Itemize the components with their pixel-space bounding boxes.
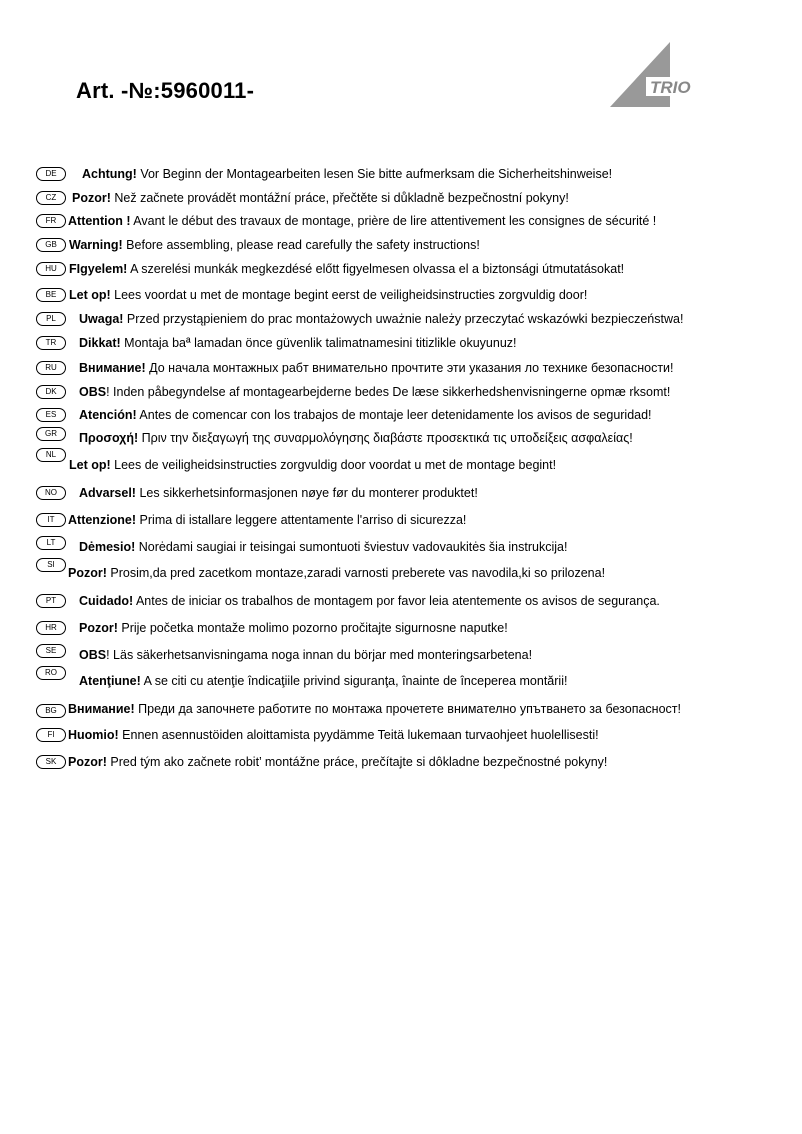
warning-body: Montaja baª lamadan önce güvenlik talimatnamesini titizlikle okuyunuz!	[120, 336, 517, 350]
language-badge: GR	[36, 427, 66, 441]
warning-lead: Προσοχή!	[79, 431, 139, 445]
svg-text:TRIO: TRIO	[650, 78, 691, 97]
warning-lead: Внимание!	[79, 361, 146, 375]
warning-lead: Warning!	[69, 238, 123, 252]
warning-body: Lees voordat u met de montage begint eerst de veiligheidsinstructies zorgvuldig door!	[110, 288, 588, 302]
warning-lead: Attention !	[68, 214, 131, 228]
warning-lead: FIgyelem!	[69, 262, 128, 276]
warning-text	[79, 672, 567, 690]
language-badge: BG	[36, 704, 66, 718]
language-badge: GB	[36, 238, 66, 252]
language-badge: SI	[36, 558, 66, 572]
trio-logo	[606, 40, 702, 110]
warning-text	[79, 619, 508, 637]
language-badge: ES	[36, 408, 66, 422]
warning-body: Prima di istallare leggere attentamente l'arriso di sicurezza!	[136, 513, 467, 527]
warning-body: До начала монтажных рабт внимательно прочтите эти указания ло технике безопасности!	[145, 361, 674, 375]
warning-lead: Let op!	[69, 288, 111, 302]
language-badge: FI	[36, 728, 66, 742]
warning-text	[82, 165, 612, 183]
warning-body: Les sikkerhetsinformasjonen nøye før du monterer produktet!	[135, 486, 478, 500]
warning-body: A se citi cu atenţie îndicaţiile privind siguranţa, înainte de începerea montării!	[140, 674, 568, 688]
language-badge: IT	[36, 513, 66, 527]
warning-body: Πριν την διεξαγωγή της συναρμολόγησης διαβάστε προσεκτικά τις υποδείξεις ασφαλείας!	[138, 431, 633, 445]
warning-body: Norėdami saugiai ir teisingai sumontuoti šviestuv vadovaukitės šia instrukcija!	[135, 540, 568, 554]
warning-body: Než začnete provádět montážní práce, přečtěte si důkladně bezpečnostní pokyny!	[110, 191, 569, 205]
warning-text	[79, 646, 532, 664]
warning-text	[79, 359, 674, 377]
language-badge: PT	[36, 594, 66, 608]
warning-text	[68, 511, 466, 529]
warning-lead: Pozor!	[72, 191, 111, 205]
warning-text	[69, 260, 624, 278]
warning-body: Vor Beginn der Montagearbeiten lesen Sie bitte aufmerksam die Sicherheitshinweise!	[136, 167, 613, 181]
warning-body: Ennen asennustöiden aloittamista pyydämme Teitä lukemaan turvaohjeet huolellisesti!	[118, 728, 599, 742]
warning-text	[79, 406, 652, 424]
article-number-title: Art. -№:5960011-	[76, 78, 255, 103]
warning-body: Lees de veiligheidsinstructies zorgvuldig door voordat u met de montage begint!	[110, 458, 557, 472]
warning-text	[79, 310, 683, 328]
language-badge: RU	[36, 361, 66, 375]
warning-body: ! Läs säkerhetsanvisningama noga innan du börjar med monteringsarbetena!	[106, 648, 533, 662]
warning-text	[68, 564, 605, 582]
language-badge: PL	[36, 312, 66, 326]
warning-text	[68, 700, 681, 718]
language-badge: DK	[36, 385, 66, 399]
language-badge: TR	[36, 336, 66, 350]
language-badge: LT	[36, 536, 66, 550]
warning-lead: Attenzione!	[68, 513, 137, 527]
warning-text	[79, 592, 660, 610]
warning-body: Prosim,da pred zacetkom montaze,zaradi varnosti preberete vas navodila,ki so prilozena!	[106, 566, 606, 580]
warning-lead: Dėmesio!	[79, 540, 136, 554]
warning-lead: OBS	[79, 385, 107, 399]
warning-lead: Huomio!	[68, 728, 119, 742]
warning-lead: Achtung!	[82, 167, 137, 181]
warning-text	[68, 212, 656, 230]
language-badge: HR	[36, 621, 66, 635]
language-badge: HU	[36, 262, 66, 276]
language-badge: BE	[36, 288, 66, 302]
warning-body: Przed przystąpieniem do prac montażowych uważnie należy przeczytać wskazówki bezpieczeństwa!	[123, 312, 684, 326]
warning-body: Prije početka montaže molimo pozorno pročitajte sigurnosne naputke!	[117, 621, 508, 635]
warning-text	[79, 429, 633, 447]
warning-body: Before assembling, please read carefully the safety instructions!	[122, 238, 480, 252]
warning-lead: Advarsel!	[79, 486, 136, 500]
warning-text	[79, 334, 517, 352]
language-badge: RO	[36, 666, 66, 680]
warning-lead: Pozor!	[68, 566, 107, 580]
warning-text	[69, 286, 587, 304]
language-badge: SK	[36, 755, 66, 769]
warning-lead: Pozor!	[79, 621, 118, 635]
warning-body: Antes de comencar con los trabajos de montaje leer detenidamente los avisos de seguridad!	[136, 408, 652, 422]
warning-lead: Cuidado!	[79, 594, 134, 608]
warning-lead: Uwaga!	[79, 312, 124, 326]
warning-lead: Dikkat!	[79, 336, 121, 350]
warning-body: Pred tým ako začnete robit’ montážne práce, prečítajte si dôkladne bezpečnostné pokyny!	[106, 755, 608, 769]
warning-text	[79, 538, 567, 556]
language-badge: CZ	[36, 191, 66, 205]
warning-body: A szerelési munkák megkezdésé előtt figyelmesen olvassa el a biztonsági útmutatásokat!	[127, 262, 625, 276]
warning-lead: OBS	[79, 648, 107, 662]
language-badge: NO	[36, 486, 66, 500]
language-badge: FR	[36, 214, 66, 228]
warning-body: Antes de iniciar os trabalhos de montagem por favor leia atentemente os avisos de segurança.	[133, 594, 660, 608]
warning-lead: Atención!	[79, 408, 137, 422]
warning-text	[79, 383, 670, 401]
warning-body: ! Inden påbegyndelse af montagearbejderne bedes De læse sikkerhedshenvisningerne opmæ rksomt!	[106, 385, 671, 399]
warning-body: Преди да започнете работите по монтажа прочетете внимателно упътването за безопасност!	[134, 702, 681, 716]
warning-text	[68, 753, 607, 771]
warning-text	[79, 484, 478, 502]
warning-text	[69, 456, 556, 474]
warning-text	[68, 726, 599, 744]
warning-text	[69, 236, 480, 254]
warning-body: Avant le début des travaux de montage, prière de lire attentivement les consignes de sécurité !	[130, 214, 657, 228]
language-badge: DE	[36, 167, 66, 181]
warning-lead: Let op!	[69, 458, 111, 472]
warning-text	[72, 189, 569, 207]
language-badge: SE	[36, 644, 66, 658]
warning-lead: Внимание!	[68, 702, 135, 716]
warning-lead: Pozor!	[68, 755, 107, 769]
warning-lead: Atenţiune!	[79, 674, 141, 688]
language-badge: NL	[36, 448, 66, 462]
